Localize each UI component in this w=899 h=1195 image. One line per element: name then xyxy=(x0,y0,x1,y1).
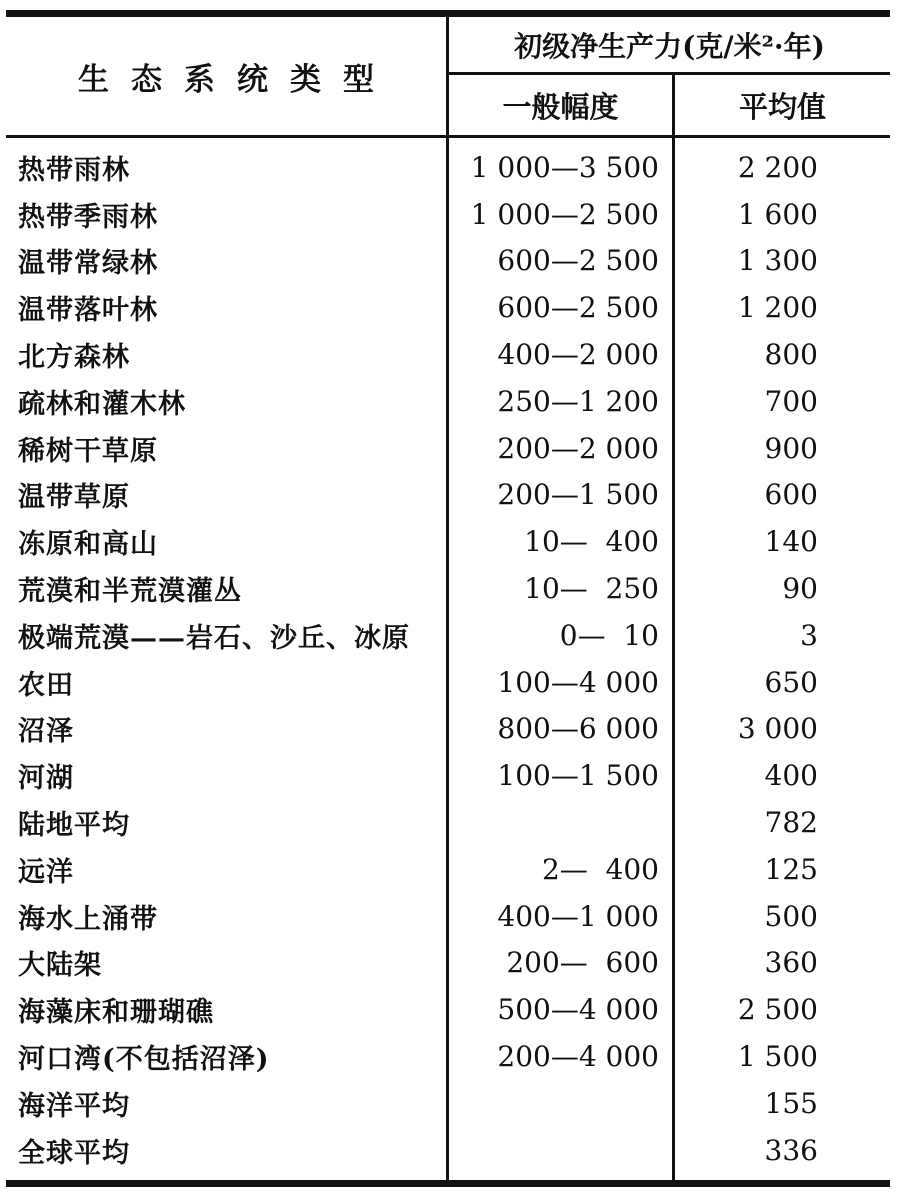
table-row xyxy=(6,238,890,285)
range-cell: 400—1 000 xyxy=(497,899,659,933)
ecosystem-type-cell: 冻原和高山 xyxy=(18,529,158,561)
table-row xyxy=(6,893,890,940)
mean-cell: 1 200 xyxy=(737,291,818,325)
range-cell: 250—1 200 xyxy=(497,384,659,418)
ecosystem-type-cell: 海水上涌带 xyxy=(18,903,158,935)
table-row xyxy=(6,846,890,893)
table-row xyxy=(6,940,890,987)
mean-cell: 800 xyxy=(764,338,818,372)
mean-cell: 155 xyxy=(764,1086,818,1120)
mean-cell: 1 500 xyxy=(737,1040,818,1074)
ecosystem-type-cell: 河湖 xyxy=(18,763,74,795)
range-cell: 10— 400 xyxy=(524,525,659,559)
ecosystem-type-cell: 温带常绿林 xyxy=(18,248,158,280)
range-cell: 400—2 000 xyxy=(497,338,659,372)
table-row xyxy=(6,706,890,753)
ecosystem-type-cell: 远洋 xyxy=(18,856,74,888)
table-row xyxy=(6,191,890,238)
ecosystem-type-cell: 温带草原 xyxy=(18,482,130,514)
range-cell: 1 000—2 500 xyxy=(470,197,659,231)
table-body xyxy=(6,144,890,1174)
mean-cell: 1 300 xyxy=(737,244,818,278)
range-cell xyxy=(454,1127,659,1174)
range-cell: 200— 600 xyxy=(506,946,659,980)
mean-cell: 650 xyxy=(764,665,818,699)
table-row xyxy=(6,799,890,846)
range-cell: 600—2 500 xyxy=(497,244,659,278)
ecosystem-type-cell: 沼泽 xyxy=(18,716,74,748)
ecosystem-type-cell: 荒漠和半荒漠灌丛 xyxy=(18,576,242,608)
table-row xyxy=(6,565,890,612)
mean-cell: 125 xyxy=(764,852,818,886)
mean-cell: 1 600 xyxy=(737,197,818,231)
range-cell: 600—2 500 xyxy=(497,291,659,325)
ecosystem-type-cell: 热带雨林 xyxy=(18,154,130,186)
table-row xyxy=(6,378,890,425)
range-cell: 100—4 000 xyxy=(497,665,659,699)
ecosystem-type-cell: 大陆架 xyxy=(18,950,102,982)
ecosystem-type-cell: 极端荒漠——岩石、沙丘、冰原 xyxy=(18,622,410,654)
table-bottom-rule xyxy=(6,1180,890,1187)
range-cell: 2— 400 xyxy=(541,852,659,886)
mean-cell: 600 xyxy=(764,478,818,512)
range-cell: 1 000—3 500 xyxy=(470,150,659,184)
ecosystem-type-cell: 稀树干草原 xyxy=(18,435,158,467)
table-row xyxy=(6,284,890,331)
mean-cell: 3 000 xyxy=(737,712,818,746)
mean-cell: 400 xyxy=(764,759,818,793)
mean-cell: 700 xyxy=(764,384,818,418)
mean-cell: 360 xyxy=(764,946,818,980)
range-cell xyxy=(454,1080,659,1127)
header-mean-value: 平均值 xyxy=(738,89,826,124)
table-row xyxy=(6,1127,890,1174)
ecosystem-type-cell: 温带落叶林 xyxy=(18,295,158,327)
mean-cell: 3 xyxy=(800,618,818,652)
table-row xyxy=(6,1080,890,1127)
table-row xyxy=(6,331,890,378)
table-row xyxy=(6,659,890,706)
range-cell: 200—1 500 xyxy=(497,478,659,512)
mean-cell: 782 xyxy=(764,806,818,840)
mean-cell: 2 500 xyxy=(737,993,818,1027)
table-row xyxy=(6,144,890,191)
table-row xyxy=(6,752,890,799)
range-cell: 500—4 000 xyxy=(497,993,659,1027)
ecosystem-type-cell: 海洋平均 xyxy=(18,1090,130,1122)
mean-cell: 500 xyxy=(764,899,818,933)
header-npp: 初级净生产力(克/米²·年) xyxy=(514,29,825,63)
range-cell: 800—6 000 xyxy=(497,712,659,746)
mean-cell: 336 xyxy=(764,1133,818,1167)
header-general-range: 一般幅度 xyxy=(502,89,619,124)
mean-cell: 140 xyxy=(764,525,818,559)
mean-cell: 900 xyxy=(764,431,818,465)
table-row xyxy=(6,472,890,519)
range-cell: 200—2 000 xyxy=(497,431,659,465)
ecosystem-type-cell: 全球平均 xyxy=(18,1137,130,1169)
range-cell: 0— 10 xyxy=(559,618,659,652)
range-cell xyxy=(454,799,659,846)
ecosystem-type-cell: 河口湾(不包括沼泽) xyxy=(18,1044,270,1076)
table-row xyxy=(6,425,890,472)
table-row xyxy=(6,1033,890,1080)
ecosystem-type-cell: 热带季雨林 xyxy=(18,201,158,233)
table-row xyxy=(6,986,890,1033)
range-cell: 100—1 500 xyxy=(497,759,659,793)
ecosystem-type-cell: 陆地平均 xyxy=(18,810,130,842)
mean-cell: 2 200 xyxy=(737,150,818,184)
ecosystem-type-cell: 北方森林 xyxy=(18,342,130,374)
ecosystem-type-cell: 疏林和灌木林 xyxy=(18,388,186,420)
range-cell: 200—4 000 xyxy=(497,1040,659,1074)
table-row xyxy=(6,518,890,565)
range-cell: 10— 250 xyxy=(524,572,659,606)
table-row xyxy=(6,612,890,659)
header-ecosystem-type: 生态系统类型 xyxy=(78,61,396,98)
ecosystem-type-cell: 海藻床和珊瑚礁 xyxy=(18,997,214,1029)
table-top-rule xyxy=(6,10,890,17)
mean-cell: 90 xyxy=(782,572,818,606)
ecosystem-type-cell: 农田 xyxy=(18,669,74,701)
